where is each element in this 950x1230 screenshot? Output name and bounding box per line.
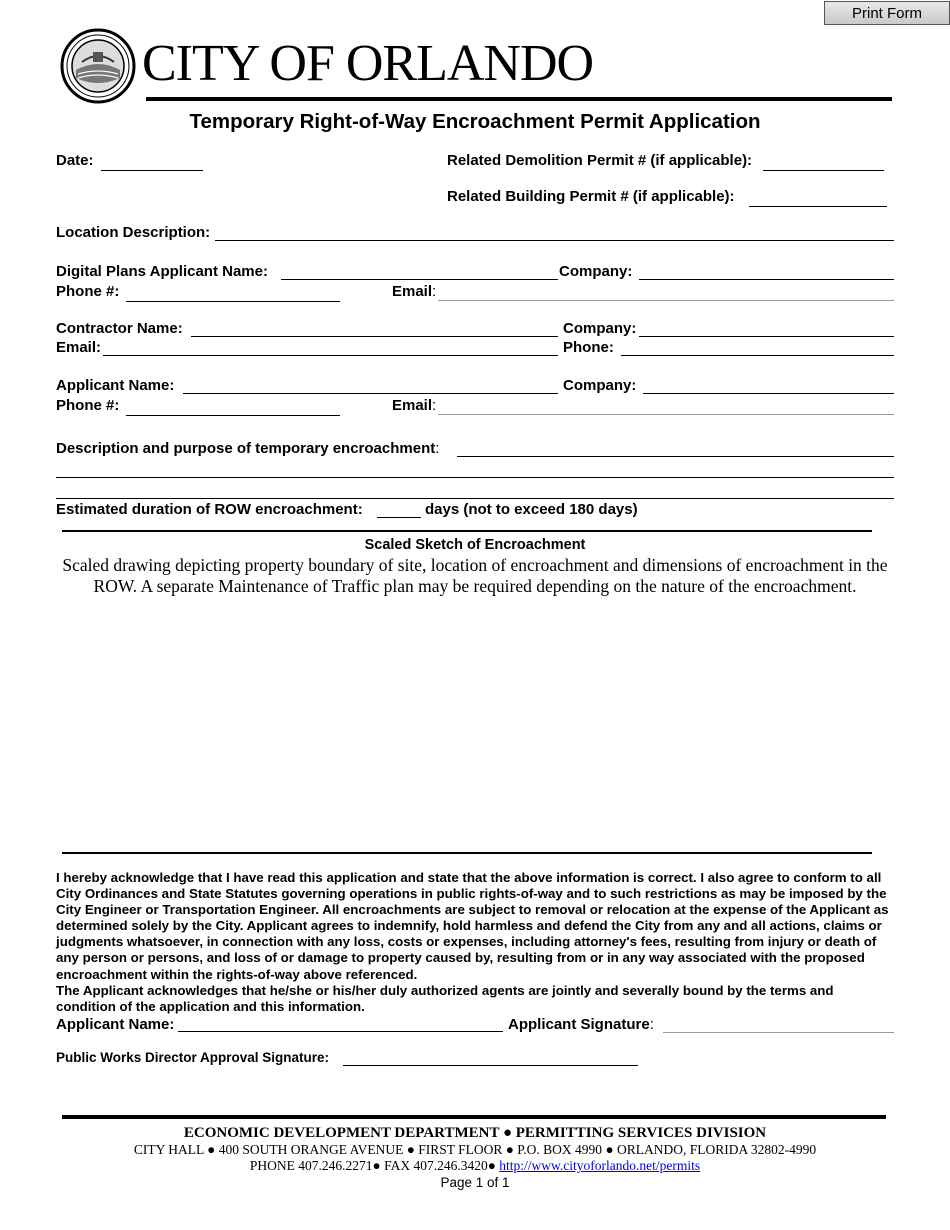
footer-fax: FAX 407.246.3420 <box>384 1158 488 1173</box>
digital-plans-email-input[interactable] <box>438 284 894 301</box>
footer-bullet: ● <box>406 1142 415 1157</box>
footer-bullet: ● <box>505 1142 514 1157</box>
digital-plans-email-label <box>392 283 436 300</box>
footer-addr-1: CITY HALL <box>133 1142 204 1157</box>
page-number: Page 1 of 1 <box>440 1175 510 1190</box>
description-label <box>56 440 439 457</box>
acknowledgement-paragraph-1: I hereby acknowledge that I have read this application and state that the above information is correct. I also agree to conform to all City Ordinances and State Statutes governing operations in public rights-of-way and to such restrictions as may be imposed by the City Engineer or Transportation Engineer. All encroachments are subject to removal or relocation at the expense of the Applicant as determined solely by the City. Applicant agrees to indemnify, hold harmless and defend the City from any and all actions, claims or judgments whatsoever, in connection with any loss, costs or expenses, including attorney's fees, resulting from injury or death of any person or persons, and loss of or damage to property caused by, resulting from or in any way associated with the proposed encroachment within the rights-of-way above referenced. <box>56 870 889 982</box>
contractor-phone-input[interactable] <box>621 339 894 356</box>
sketch-top-rule <box>62 530 872 532</box>
footer-contact <box>0 1158 950 1174</box>
demolition-permit-input[interactable] <box>763 154 884 171</box>
applicant-email-label <box>392 397 436 414</box>
city-logo-wordmark: CITY OF ORLANDO <box>142 35 594 92</box>
footer-dept-b: PERMITTING SERVICES DIVISION <box>515 1125 767 1141</box>
sketch-bottom-rule <box>62 852 872 854</box>
header-rule <box>146 97 892 101</box>
contractor-company-label: Company: <box>563 320 637 337</box>
sketch-instructions: Scaled drawing depicting property boundary of site, location of encroachment and dimensions of encroachment in the ROW. A separate Maintenance of Traffic plan may be required depending on the nature of the encroachment. <box>62 555 888 596</box>
contractor-name-label: Contractor Name: <box>56 320 183 337</box>
digital-plans-phone-input[interactable] <box>126 285 340 302</box>
footer-bullet: ● <box>502 1125 513 1141</box>
applicant-company-input[interactable] <box>643 377 894 394</box>
contractor-name-input[interactable] <box>191 320 558 337</box>
contractor-email-label: Email: <box>56 339 102 356</box>
footer-phone: PHONE 407.246.2271 <box>249 1158 373 1173</box>
applicant-signature-input[interactable] <box>663 1016 894 1033</box>
footer-department <box>0 1125 950 1142</box>
applicant-phone-input[interactable] <box>126 399 340 416</box>
duration-suffix: days (not to exceed 180 days) <box>425 501 638 518</box>
footer-bullet: ● <box>372 1158 381 1173</box>
sig-applicant-name-label: Applicant Name: <box>56 1016 175 1033</box>
sketch-heading: Scaled Sketch of Encroachment <box>364 537 586 553</box>
duration-label: Estimated duration of ROW encroachment: <box>56 501 363 518</box>
applicant-name-input[interactable] <box>183 377 558 394</box>
footer-permits-link[interactable]: http://www.cityoforlando.net/permits <box>499 1158 701 1173</box>
print-form-button[interactable]: Print Form <box>824 1 950 25</box>
footer-bullet: ● <box>207 1142 216 1157</box>
contractor-phone-label: Phone: <box>563 339 614 356</box>
description-input-line-2[interactable] <box>56 461 894 478</box>
digital-plans-company-label: Company: <box>559 263 633 280</box>
digital-plans-phone-label: Phone #: <box>56 283 120 300</box>
email-colon: : <box>432 283 437 300</box>
date-input[interactable] <box>101 154 203 171</box>
description-input-line-3[interactable] <box>56 482 894 499</box>
footer-bullet: ● <box>487 1158 496 1173</box>
applicant-phone-label: Phone #: <box>56 397 120 414</box>
building-permit-input[interactable] <box>749 190 887 207</box>
footer-addr-2: 400 SOUTH ORANGE AVENUE <box>218 1142 404 1157</box>
duration-input[interactable] <box>377 501 421 518</box>
footer-addr-5: ORLANDO, FLORIDA 32802-4990 <box>616 1142 817 1157</box>
digital-plans-name-label: Digital Plans Applicant Name: <box>56 263 268 280</box>
footer-bullet: ● <box>605 1142 614 1157</box>
description-label-text: Description and purpose of temporary encroachment <box>56 440 436 457</box>
description-colon: : <box>435 440 440 457</box>
footer-address <box>0 1142 950 1158</box>
applicant-signature-text: Applicant Signature <box>508 1016 650 1033</box>
footer-addr-4: P.O. BOX 4990 <box>517 1142 603 1157</box>
form-title: Temporary Right-of-Way Encroachment Permit Application <box>189 110 761 133</box>
digital-plans-name-input[interactable] <box>281 263 558 280</box>
applicant-name-label: Applicant Name: <box>56 377 175 394</box>
sig-applicant-name-input[interactable] <box>178 1015 503 1032</box>
email-word: Email <box>392 397 433 414</box>
contractor-company-input[interactable] <box>639 320 894 337</box>
sketch-drawing-area[interactable] <box>56 622 894 848</box>
description-input-line-1[interactable] <box>457 440 894 457</box>
location-input[interactable] <box>215 224 894 241</box>
director-signature-input[interactable] <box>343 1049 638 1066</box>
acknowledgement-text <box>56 870 896 1015</box>
footer-dept-a: ECONOMIC DEVELOPMENT DEPARTMENT <box>183 1125 500 1141</box>
location-label: Location Description: <box>56 224 211 241</box>
footer-rule <box>62 1115 886 1119</box>
acknowledgement-paragraph-2: The Applicant acknowledges that he/she or his/her duly authorized agents are jointly and severally bound by the terms and condition of the application and this information. <box>56 982 834 1014</box>
director-signature-label: Public Works Director Approval Signature: <box>56 1050 330 1065</box>
building-permit-label: Related Building Permit # (if applicable): <box>447 188 735 205</box>
city-seal <box>60 28 136 104</box>
digital-plans-company-input[interactable] <box>639 263 894 280</box>
applicant-signature-colon: : <box>649 1016 654 1033</box>
demolition-permit-label: Related Demolition Permit # (if applicable): <box>447 152 753 169</box>
email-word: Email <box>392 283 433 300</box>
applicant-company-label: Company: <box>563 377 637 394</box>
email-colon: : <box>432 397 437 414</box>
applicant-signature-label <box>508 1016 654 1033</box>
applicant-email-input[interactable] <box>438 398 894 415</box>
date-label: Date: <box>56 152 94 169</box>
contractor-email-input[interactable] <box>103 339 558 356</box>
footer-addr-3: FIRST FLOOR <box>418 1142 503 1157</box>
